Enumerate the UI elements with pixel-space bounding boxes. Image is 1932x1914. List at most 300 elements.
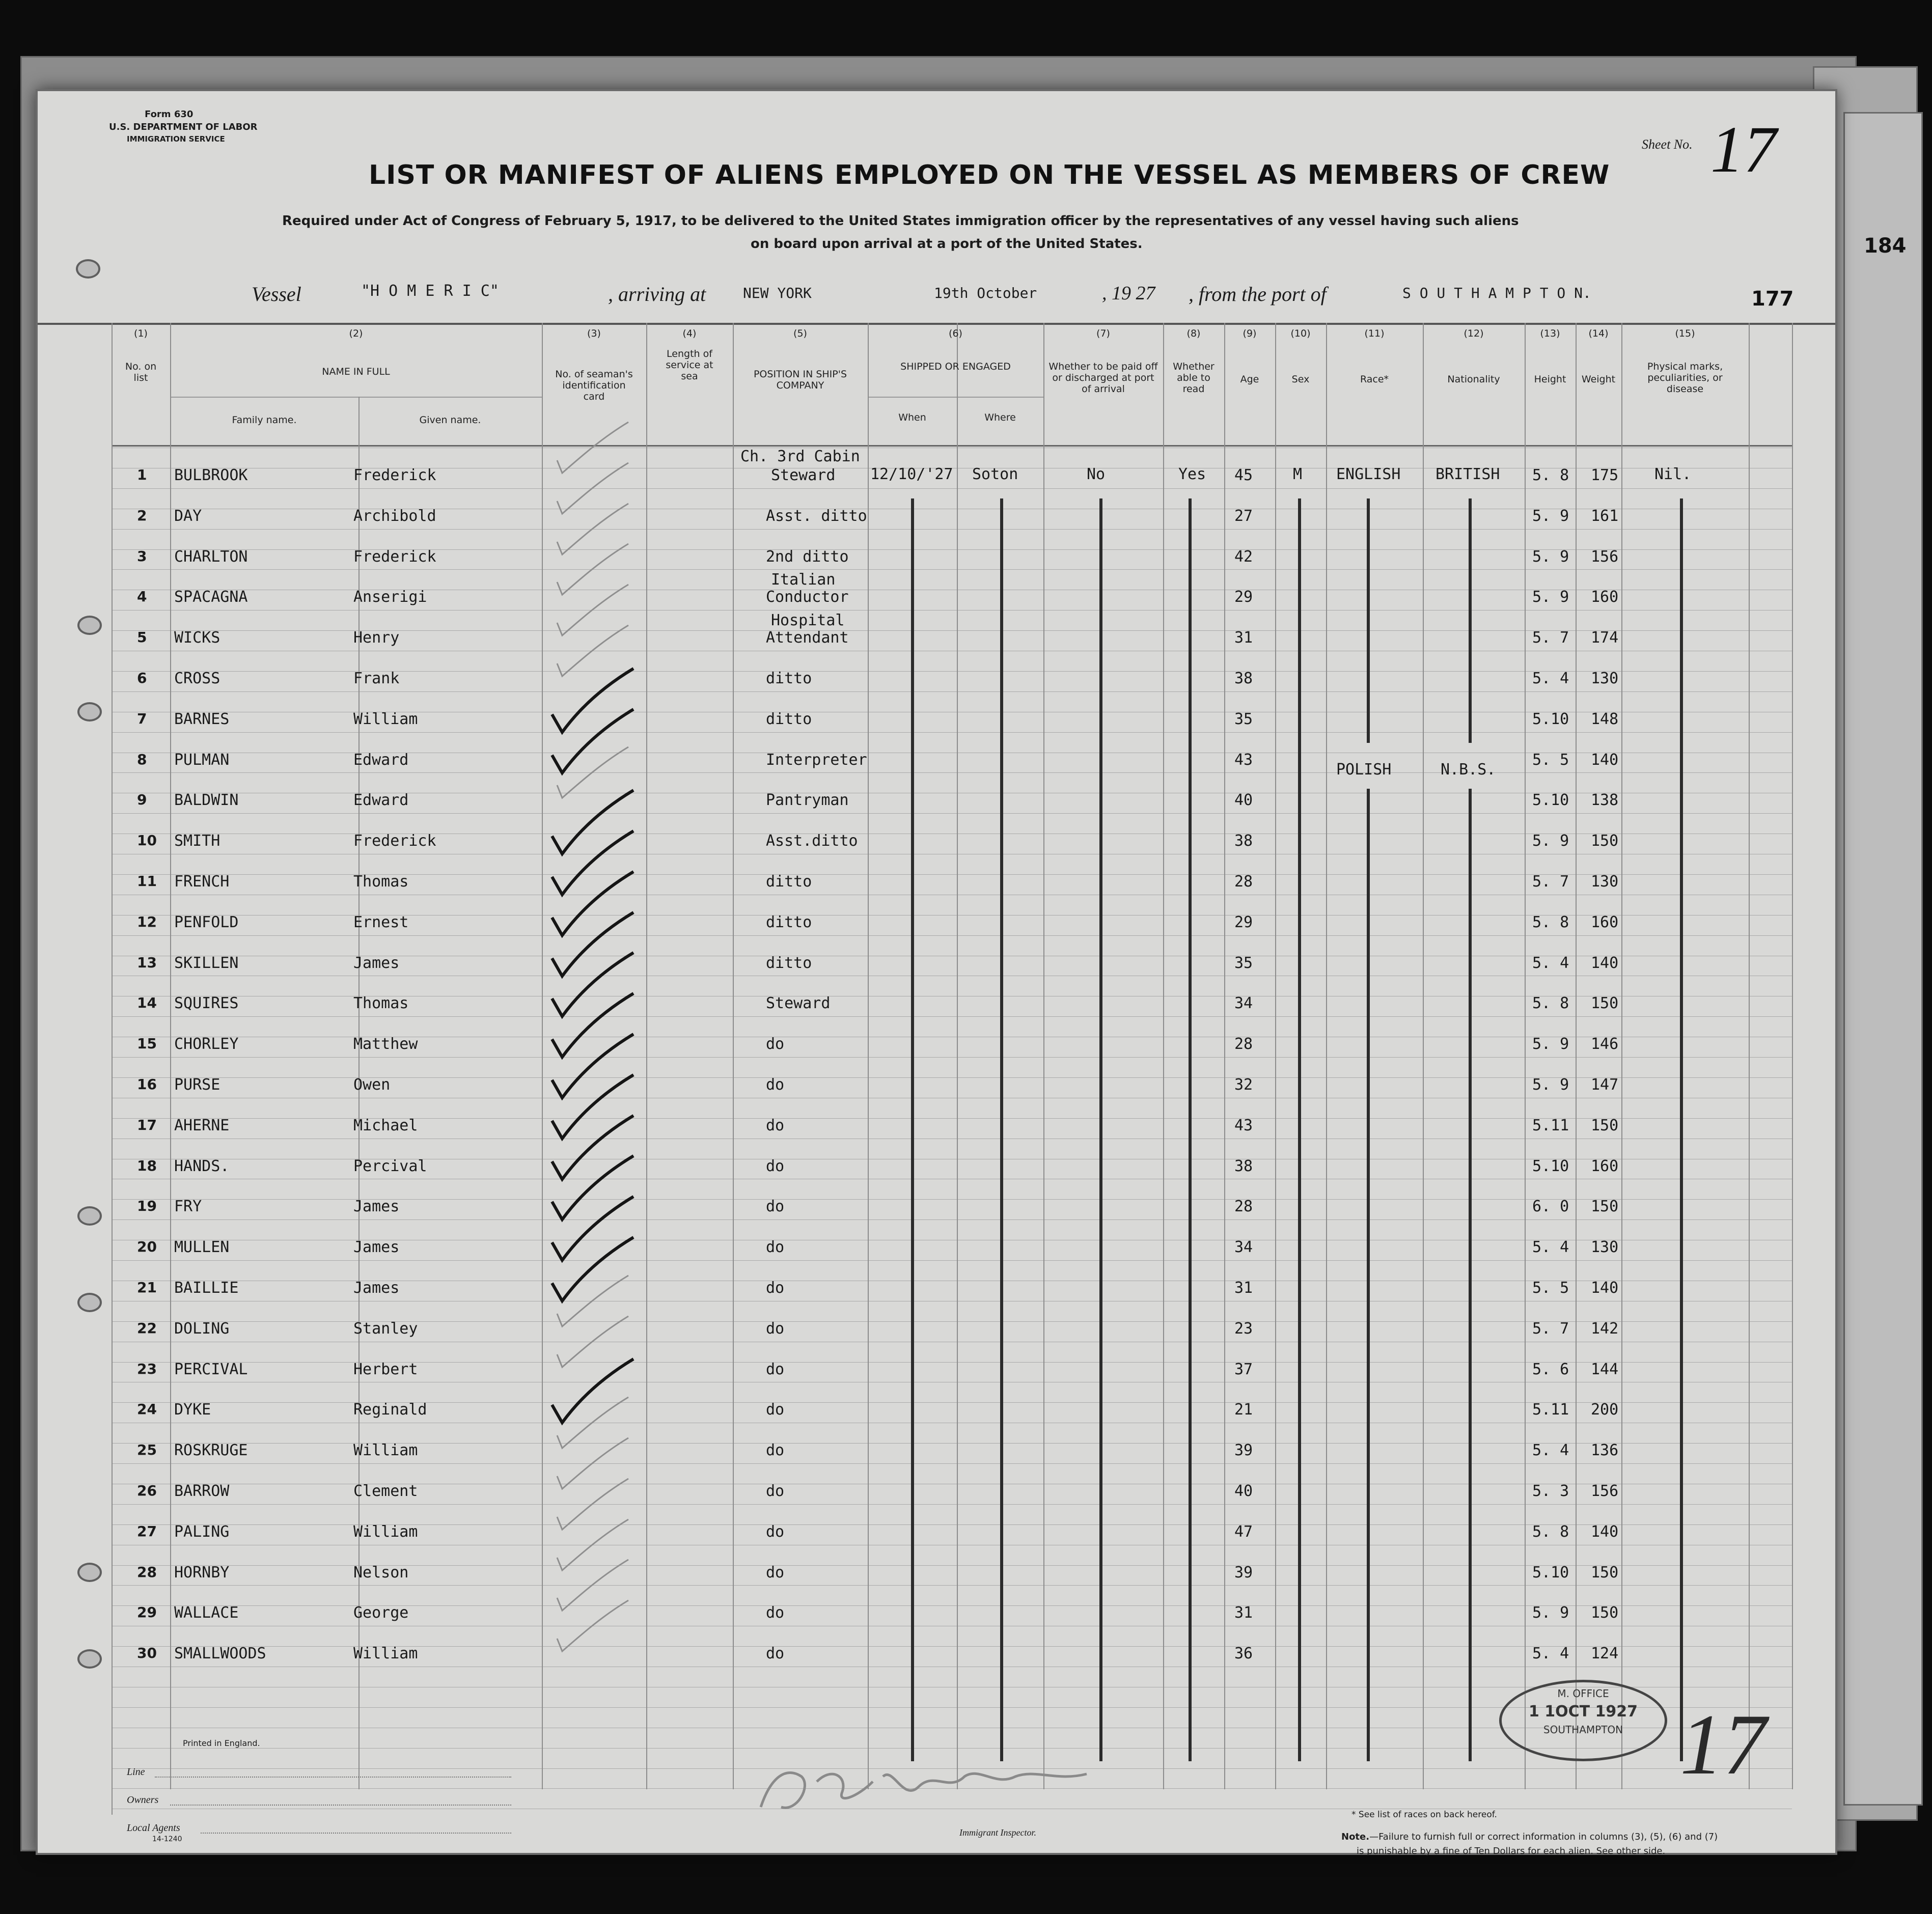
cell-given: Frederick bbox=[353, 547, 436, 566]
cell-height: 5. 7 bbox=[1532, 1319, 1569, 1338]
ditto-mark-race-2 bbox=[1367, 789, 1370, 1761]
cell-pos: Steward bbox=[771, 466, 836, 484]
cell-family: BARNES bbox=[174, 710, 230, 728]
cell-pos: do bbox=[766, 1198, 785, 1216]
cell-no: 16 bbox=[137, 1076, 157, 1093]
stamp-date: 1 1OCT 1927 bbox=[1528, 1703, 1638, 1721]
cell-pos: ditto bbox=[766, 954, 812, 972]
sex-value: M bbox=[1293, 465, 1303, 483]
cell-family: BALDWIN bbox=[174, 791, 239, 810]
cell-family: AHERNE bbox=[174, 1116, 230, 1134]
cell-height: 5. 4 bbox=[1532, 670, 1569, 687]
cell-height: 5. 8 bbox=[1532, 913, 1569, 931]
col-header-age: Age bbox=[1240, 374, 1259, 385]
inspector-label: Immigrant Inspector. bbox=[959, 1827, 1036, 1838]
cell-height: 5. 9 bbox=[1532, 507, 1569, 525]
cell-no: 24 bbox=[137, 1401, 157, 1418]
cell-weight: 150 bbox=[1591, 1198, 1619, 1216]
cell-pos: ditto bbox=[766, 913, 812, 931]
cell-family: WALLACE bbox=[174, 1604, 239, 1622]
col-header-shipped: SHIPPED OR ENGAGED bbox=[900, 361, 1011, 372]
race-value-row8: POLISH bbox=[1336, 761, 1392, 779]
col-num-12: (12) bbox=[1464, 328, 1484, 339]
cell-pos: do bbox=[766, 1401, 785, 1419]
paid-off-value: No bbox=[1087, 465, 1106, 483]
punch-hole bbox=[77, 702, 102, 722]
cell-height: 6. 0 bbox=[1532, 1198, 1569, 1216]
cell-family: SKILLEN bbox=[174, 954, 239, 972]
sheet-label: Sheet No. bbox=[1642, 137, 1693, 152]
cell-no: 3 bbox=[137, 547, 147, 565]
shipped-when: 12/10/'27 bbox=[870, 465, 953, 483]
col-header-where: Where bbox=[984, 412, 1016, 423]
grid-line bbox=[112, 1585, 1792, 1586]
cell-family: SPACAGNA bbox=[174, 588, 248, 606]
cell-given: Frederick bbox=[353, 832, 436, 850]
arriving-label: , arriving at bbox=[608, 283, 706, 306]
column-line bbox=[112, 323, 113, 1815]
note-line1: —Failure to furnish full or correct information in columns (3), (5), (6) and (7) bbox=[1369, 1832, 1718, 1842]
arrival-year: , 19 27 bbox=[1102, 283, 1155, 304]
cell-no: 11 bbox=[137, 873, 157, 890]
grid-line bbox=[112, 1463, 1792, 1464]
cell-family: PALING bbox=[174, 1522, 230, 1541]
cell-age: 38 bbox=[1234, 832, 1253, 850]
col-header-read: Whether able to read bbox=[1173, 361, 1215, 395]
column-line bbox=[1423, 323, 1424, 1789]
grid-line bbox=[112, 772, 1792, 773]
cell-weight: 140 bbox=[1591, 1279, 1619, 1297]
column-line bbox=[1224, 323, 1225, 1789]
col-num-5: (5) bbox=[793, 328, 807, 339]
footer-agents-label: Local Agents bbox=[127, 1822, 180, 1834]
cell-weight: 160 bbox=[1591, 588, 1619, 606]
cell-weight: 150 bbox=[1591, 994, 1619, 1013]
grid-line bbox=[112, 488, 1792, 489]
cell-age: 38 bbox=[1234, 1157, 1253, 1175]
ditto-mark-race-1 bbox=[1367, 498, 1370, 743]
cell-weight: 140 bbox=[1591, 954, 1619, 972]
cell-given: Ernest bbox=[353, 913, 409, 931]
grid-line bbox=[112, 610, 1792, 611]
column-line bbox=[1749, 323, 1750, 1789]
cell-age: 31 bbox=[1234, 1604, 1253, 1622]
arrival-port: NEW YORK bbox=[743, 285, 812, 301]
cell-age: 27 bbox=[1234, 507, 1253, 525]
cell-no: 6 bbox=[137, 670, 147, 686]
cell-family: SMALLWOODS bbox=[174, 1645, 266, 1663]
cell-given: William bbox=[353, 1441, 418, 1460]
cell-height: 5. 4 bbox=[1532, 1441, 1569, 1460]
form-number: Form 630 bbox=[145, 109, 194, 120]
cell-family: DOLING bbox=[174, 1319, 230, 1338]
vessel-label: Vessel bbox=[252, 283, 301, 306]
cell-height: 5. 4 bbox=[1532, 1238, 1569, 1257]
cell-height: 5. 5 bbox=[1532, 1279, 1569, 1297]
cell-given: Reginald bbox=[353, 1401, 427, 1419]
margin-number-top: 184 bbox=[1864, 234, 1907, 258]
footer-owners-rule bbox=[170, 1805, 511, 1806]
cell-pos: do bbox=[766, 1279, 785, 1297]
cell-weight: 147 bbox=[1591, 1076, 1619, 1094]
cell-family: SMITH bbox=[174, 832, 220, 850]
ditto-mark-paid-off bbox=[1099, 498, 1102, 1761]
col-header-physical: Physical marks, peculiarities, or disease bbox=[1647, 361, 1723, 395]
col-header-nationality: Nationality bbox=[1447, 374, 1500, 385]
col-header-given: Given name. bbox=[419, 414, 481, 426]
cell-age: 35 bbox=[1234, 954, 1253, 972]
race-value: ENGLISH bbox=[1336, 465, 1401, 483]
cell-family: HORNBY bbox=[174, 1563, 230, 1582]
cell-weight: 160 bbox=[1591, 913, 1619, 931]
cell-age: 29 bbox=[1234, 913, 1253, 931]
cell-position-line1: Italian bbox=[771, 571, 836, 589]
inspector-signature bbox=[740, 1746, 1107, 1822]
cell-age: 34 bbox=[1234, 1238, 1253, 1257]
cell-family: CHARLTON bbox=[174, 547, 248, 566]
cell-weight: 130 bbox=[1591, 873, 1619, 891]
service: IMMIGRATION SERVICE bbox=[127, 134, 225, 144]
punch-hole bbox=[77, 1649, 102, 1669]
grid-line bbox=[112, 935, 1792, 936]
column-line bbox=[170, 323, 171, 1789]
cell-pos: do bbox=[766, 1238, 785, 1257]
cell-given: Frank bbox=[353, 670, 400, 687]
cell-height: 5.10 bbox=[1532, 1563, 1569, 1582]
cell-pos: do bbox=[766, 1604, 785, 1622]
cell-given: Clement bbox=[353, 1482, 418, 1500]
cell-given: Percival bbox=[353, 1157, 427, 1175]
cell-weight: 140 bbox=[1591, 751, 1619, 769]
cell-family: ROSKRUGE bbox=[174, 1441, 248, 1460]
column-line bbox=[1621, 323, 1622, 1789]
col-header-race: Race* bbox=[1360, 374, 1389, 385]
cell-age: 45 bbox=[1234, 466, 1253, 484]
cell-weight: 124 bbox=[1591, 1645, 1619, 1663]
cell-height: 5. 9 bbox=[1532, 1076, 1569, 1094]
col-header-paid-off: Whether to be paid off or discharged at port of arrival bbox=[1048, 361, 1158, 395]
cell-family: PENFOLD bbox=[174, 913, 239, 931]
cell-weight: 146 bbox=[1591, 1035, 1619, 1053]
cell-no: 21 bbox=[137, 1279, 157, 1296]
cell-given: Michael bbox=[353, 1116, 418, 1134]
col-num-8: (8) bbox=[1186, 328, 1201, 339]
column-line bbox=[1043, 323, 1044, 1789]
cell-family: FRY bbox=[174, 1198, 202, 1216]
page-title: LIST OR MANIFEST OF ALIENS EMPLOYED ON THE VESSEL AS MEMBERS OF CREW bbox=[369, 160, 1610, 190]
cell-given: William bbox=[353, 1522, 418, 1541]
grid-line bbox=[112, 1016, 1792, 1017]
col-header-name: NAME IN FULL bbox=[322, 366, 390, 377]
cell-family: HANDS. bbox=[174, 1157, 230, 1175]
ditto-mark-nationality-1 bbox=[1469, 498, 1472, 743]
cell-weight: 175 bbox=[1591, 466, 1619, 484]
col-num-10: (10) bbox=[1290, 328, 1311, 339]
cell-given: James bbox=[353, 1238, 400, 1257]
cell-age: 29 bbox=[1234, 588, 1253, 606]
ditto-mark-where bbox=[1000, 498, 1003, 1761]
cell-no: 17 bbox=[137, 1116, 157, 1133]
cell-no: 27 bbox=[137, 1522, 157, 1540]
column-line bbox=[542, 323, 543, 1789]
cell-given: Herbert bbox=[353, 1360, 418, 1378]
cell-pos: Steward bbox=[766, 994, 831, 1013]
cell-pos: do bbox=[766, 1116, 785, 1134]
position-row1-line1: Ch. 3rd Cabin bbox=[740, 448, 860, 465]
header-bottom-rule bbox=[112, 445, 1792, 447]
cell-height: 5. 9 bbox=[1532, 832, 1569, 850]
col-num-11: (11) bbox=[1364, 328, 1385, 339]
col-num-7: (7) bbox=[1096, 328, 1110, 339]
cell-age: 35 bbox=[1234, 710, 1253, 728]
column-line bbox=[1163, 323, 1164, 1789]
manifest-page bbox=[36, 89, 1837, 1855]
cell-age: 23 bbox=[1234, 1319, 1253, 1338]
subtitle-line1: Required under Act of Congress of February 5, 1917, to be delivered to the United States immigration officer by the representatives of any vessel having such aliens bbox=[282, 213, 1519, 229]
ditto-mark-when bbox=[911, 498, 914, 1761]
cell-family: PURSE bbox=[174, 1076, 220, 1094]
grid-line bbox=[112, 691, 1792, 692]
cell-family: BAILLIE bbox=[174, 1279, 239, 1297]
col-header-position: POSITION IN SHIP'S COMPANY bbox=[753, 369, 847, 391]
stamp-place: SOUTHAMPTON bbox=[1543, 1724, 1623, 1736]
cell-height: 5. 4 bbox=[1532, 1645, 1569, 1663]
cell-family: CHORLEY bbox=[174, 1035, 239, 1053]
back-sheet-3 bbox=[1843, 112, 1923, 1806]
cell-height: 5. 8 bbox=[1532, 994, 1569, 1013]
col-header-no: No. on list bbox=[125, 361, 157, 383]
column-line bbox=[1525, 323, 1526, 1789]
cell-pos: ditto bbox=[766, 710, 812, 728]
cell-no: 28 bbox=[137, 1563, 157, 1580]
column-line bbox=[1326, 323, 1327, 1789]
cell-height: 5. 3 bbox=[1532, 1482, 1569, 1500]
cell-pos: do bbox=[766, 1360, 785, 1378]
footer-owners-label: Owners bbox=[127, 1794, 159, 1806]
col-header-sex: Sex bbox=[1291, 374, 1310, 385]
failure-note bbox=[1341, 1830, 1718, 1858]
shipped-sub-rule bbox=[868, 397, 1043, 398]
cell-no: 19 bbox=[137, 1198, 157, 1215]
cell-pos: Asst. ditto bbox=[766, 507, 867, 525]
cell-weight: 148 bbox=[1591, 710, 1619, 728]
cell-age: 42 bbox=[1234, 547, 1253, 566]
col-num-4: (4) bbox=[682, 328, 697, 339]
cell-given: Stanley bbox=[353, 1319, 418, 1338]
col-header-weight: Weight bbox=[1581, 374, 1616, 385]
cell-height: 5.11 bbox=[1532, 1116, 1569, 1134]
cell-given: Thomas bbox=[353, 873, 409, 891]
cell-pos: do bbox=[766, 1319, 785, 1338]
cell-no: 26 bbox=[137, 1482, 157, 1499]
shipped-where: Soton bbox=[972, 465, 1018, 483]
vessel-name: "H O M E R I C" bbox=[361, 282, 499, 300]
cell-family: PULMAN bbox=[174, 751, 230, 769]
cell-no: 1 bbox=[137, 466, 147, 483]
cell-height: 5.11 bbox=[1532, 1401, 1569, 1419]
cell-given: James bbox=[353, 954, 400, 972]
punch-hole bbox=[77, 1293, 102, 1312]
cell-weight: 156 bbox=[1591, 1482, 1619, 1500]
cell-no: 25 bbox=[137, 1441, 157, 1459]
col-header-service-length: Length of service at sea bbox=[666, 348, 713, 382]
cell-weight: 150 bbox=[1591, 1604, 1619, 1622]
footer-line-label: Line bbox=[127, 1766, 145, 1778]
cell-no: 9 bbox=[137, 791, 147, 809]
printed-note: Printed in England. bbox=[183, 1738, 260, 1748]
col-header-seaman-card: No. of seaman's identification card bbox=[555, 369, 633, 402]
cell-weight: 144 bbox=[1591, 1360, 1619, 1378]
cell-family: SQUIRES bbox=[174, 994, 239, 1013]
cell-pos: ditto bbox=[766, 873, 812, 891]
cell-no: 12 bbox=[137, 913, 157, 930]
cell-weight: 142 bbox=[1591, 1319, 1619, 1338]
races-note: * See list of races on back hereof. bbox=[1351, 1810, 1497, 1820]
cell-pos: do bbox=[766, 1035, 785, 1053]
cell-weight: 174 bbox=[1591, 629, 1619, 647]
punch-hole bbox=[76, 259, 100, 279]
column-line bbox=[1792, 323, 1793, 1789]
cell-pos: ditto bbox=[766, 670, 812, 687]
cell-weight: 150 bbox=[1591, 1116, 1619, 1134]
cell-given: James bbox=[353, 1279, 400, 1297]
cell-weight: 200 bbox=[1591, 1401, 1619, 1419]
page-number: 177 bbox=[1751, 287, 1794, 311]
table-top-rule bbox=[38, 323, 1835, 325]
column-line bbox=[1576, 323, 1577, 1789]
cell-pos: do bbox=[766, 1482, 785, 1500]
column-line bbox=[1275, 323, 1276, 1789]
cell-height: 5. 9 bbox=[1532, 1035, 1569, 1053]
cell-given: Owen bbox=[353, 1076, 391, 1094]
office-stamp bbox=[1499, 1680, 1667, 1761]
cell-pos: Attendant bbox=[766, 629, 849, 647]
cell-height: 5. 8 bbox=[1532, 466, 1569, 484]
cell-position-line1: Hospital bbox=[771, 612, 845, 630]
cell-weight: 136 bbox=[1591, 1441, 1619, 1460]
col-num-1: (1) bbox=[134, 328, 148, 339]
grid-line bbox=[112, 1219, 1792, 1220]
cell-given: Thomas bbox=[353, 994, 409, 1013]
col-header-height: Height bbox=[1534, 374, 1566, 385]
cell-weight: 138 bbox=[1591, 791, 1619, 810]
col-num-14: (14) bbox=[1588, 328, 1609, 339]
cell-no: 5 bbox=[137, 629, 147, 646]
sheet-number: 17 bbox=[1710, 113, 1777, 186]
ditto-mark-nationality-2 bbox=[1469, 789, 1472, 1761]
cell-given: William bbox=[353, 1645, 418, 1663]
cell-pos: do bbox=[766, 1157, 785, 1175]
cell-weight: 140 bbox=[1591, 1522, 1619, 1541]
cell-age: 43 bbox=[1234, 751, 1253, 769]
cell-age: 31 bbox=[1234, 629, 1253, 647]
cell-pos: do bbox=[766, 1522, 785, 1541]
from-label: , from the port of bbox=[1189, 283, 1327, 306]
grid-line bbox=[112, 529, 1792, 530]
cell-no: 13 bbox=[137, 954, 157, 971]
department: U.S. DEPARTMENT OF LABOR bbox=[109, 122, 258, 132]
cell-age: 34 bbox=[1234, 994, 1253, 1013]
grid-line bbox=[112, 732, 1792, 733]
cell-no: 22 bbox=[137, 1319, 157, 1337]
ditto-mark-sex bbox=[1298, 498, 1301, 1761]
cell-given: Nelson bbox=[353, 1563, 409, 1582]
column-line bbox=[957, 323, 958, 1789]
col-num-6: (6) bbox=[949, 328, 962, 339]
cell-pos: do bbox=[766, 1441, 785, 1460]
cell-given: Edward bbox=[353, 751, 409, 769]
footer-form-code: 14-1240 bbox=[152, 1835, 182, 1843]
cell-no: 2 bbox=[137, 507, 147, 524]
cell-height: 5. 9 bbox=[1532, 588, 1569, 606]
cell-no: 14 bbox=[137, 994, 157, 1012]
cell-height: 5.10 bbox=[1532, 791, 1569, 810]
cell-no: 23 bbox=[137, 1360, 157, 1377]
grid-line bbox=[112, 1260, 1792, 1261]
col-num-9: (9) bbox=[1243, 328, 1257, 339]
cell-given: James bbox=[353, 1198, 400, 1216]
cell-age: 37 bbox=[1234, 1360, 1253, 1378]
nationality-value: BRITISH bbox=[1436, 465, 1500, 483]
cell-height: 5.10 bbox=[1532, 1157, 1569, 1175]
ditto-mark-physical bbox=[1680, 498, 1683, 1761]
cell-pos: do bbox=[766, 1563, 785, 1582]
cell-given: Matthew bbox=[353, 1035, 418, 1053]
cell-age: 32 bbox=[1234, 1076, 1253, 1094]
cell-no: 8 bbox=[137, 751, 147, 768]
cell-pos: do bbox=[766, 1645, 785, 1663]
note-label: Note. bbox=[1341, 1832, 1370, 1842]
cell-given: Anserigi bbox=[353, 588, 427, 606]
cell-age: 36 bbox=[1234, 1645, 1253, 1663]
col-header-family: Family name. bbox=[232, 414, 297, 426]
cell-age: 38 bbox=[1234, 670, 1253, 687]
cell-family: DYKE bbox=[174, 1401, 211, 1419]
cell-age: 40 bbox=[1234, 791, 1253, 810]
check-mark-icon bbox=[547, 1598, 649, 1674]
col-header-when: When bbox=[898, 412, 926, 423]
col-num-13: (13) bbox=[1540, 328, 1560, 339]
col-num-15: (15) bbox=[1675, 328, 1695, 339]
cell-age: 39 bbox=[1234, 1563, 1253, 1582]
cell-pos: Conductor bbox=[766, 588, 849, 606]
able-to-read-value: Yes bbox=[1178, 465, 1206, 483]
cell-family: FRENCH bbox=[174, 873, 230, 891]
cell-age: 31 bbox=[1234, 1279, 1253, 1297]
from-port: S O U T H A M P T O N. bbox=[1402, 285, 1591, 301]
cell-weight: 130 bbox=[1591, 670, 1619, 687]
cell-age: 28 bbox=[1234, 1035, 1253, 1053]
cell-pos: Asst.ditto bbox=[766, 832, 858, 850]
cell-pos: Pantryman bbox=[766, 791, 849, 810]
name-sub-rule bbox=[170, 397, 542, 398]
footer-agents-rule bbox=[201, 1833, 511, 1834]
cell-pos: do bbox=[766, 1076, 785, 1094]
cell-weight: 160 bbox=[1591, 1157, 1619, 1175]
cell-age: 47 bbox=[1234, 1522, 1253, 1541]
cell-height: 5. 9 bbox=[1532, 1604, 1569, 1622]
cell-age: 28 bbox=[1234, 873, 1253, 891]
column-line bbox=[868, 323, 869, 1789]
cell-age: 21 bbox=[1234, 1401, 1253, 1419]
cell-height: 5.10 bbox=[1532, 710, 1569, 728]
cell-given: William bbox=[353, 710, 418, 728]
cell-height: 5. 7 bbox=[1532, 873, 1569, 891]
cell-family: CROSS bbox=[174, 670, 220, 687]
grid-line bbox=[112, 813, 1792, 814]
cell-family: MULLEN bbox=[174, 1238, 230, 1257]
cell-no: 15 bbox=[137, 1035, 157, 1052]
